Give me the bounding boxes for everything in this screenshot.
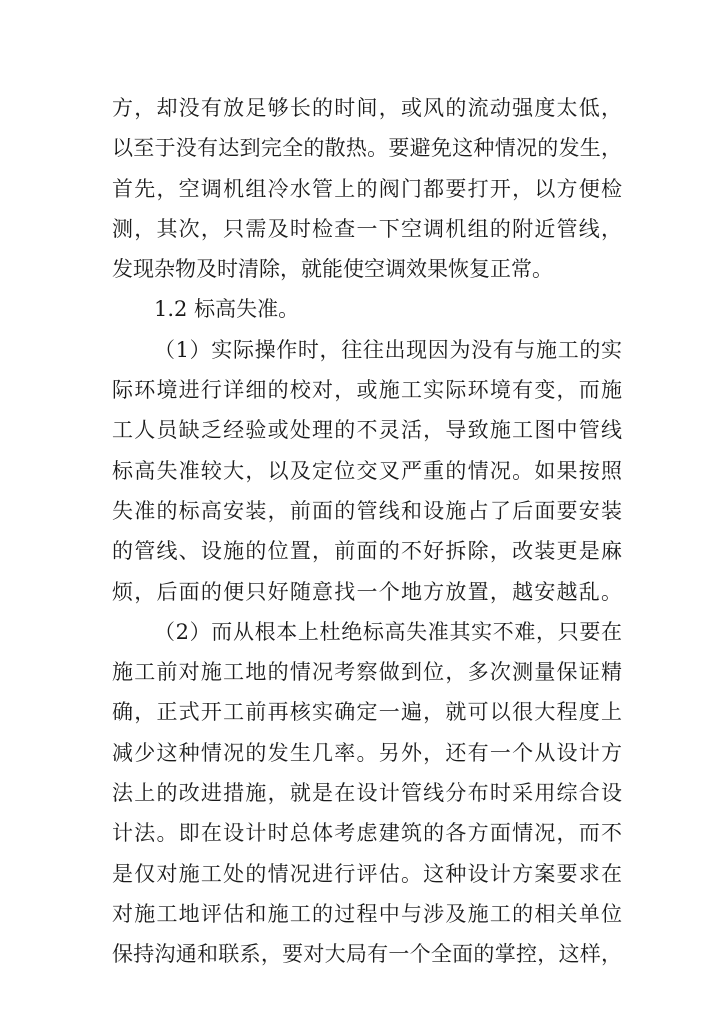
text-line: 法上的改进措施，就是在设计管线分布时采用综合设 <box>112 781 622 806</box>
text-line: 发现杂物及时清除，就能使空调效果恢复正常。 <box>112 257 553 282</box>
text-line: （2）而从根本上杜绝标高失准其实不难，只要在 <box>154 619 622 644</box>
text-line: 是仅对施工处的情况进行评估。这种设计方案要求在 <box>112 861 622 886</box>
text-line: 保持沟通和联系，要对大局有一个全面的掌控，这样， <box>112 942 622 967</box>
text-line: 施工前对施工地的情况考察做到位，多次测量保证精 <box>112 660 622 685</box>
text-line: 际环境进行详细的校对，或施工实际环境有变，而施 <box>112 378 622 403</box>
paragraph-elevation-solution <box>112 612 622 975</box>
paragraph-elevation-problem <box>112 330 622 612</box>
text-line: 的管线、设施的位置，前面的不好拆除，改装更是麻 <box>112 539 622 564</box>
text-line: 计法。即在设计时总体考虑建筑的各方面情况，而不 <box>112 821 622 846</box>
text-line: 工人员缺乏经验或处理的不灵活，导致施工图中管线 <box>112 418 622 443</box>
text-line: 以至于没有达到完全的散热。要避免这种情况的发生， <box>112 136 622 161</box>
section-heading: 1.2 标高失准。 <box>154 297 300 322</box>
document-body <box>112 88 622 975</box>
text-line: 首先，空调机组冷水管上的阀门都要打开，以方便检 <box>112 176 622 201</box>
text-line: 测，其次，只需及时检查一下空调机组的附近管线， <box>112 216 622 241</box>
text-line: （1）实际操作时，往往出现因为没有与施工的实 <box>154 337 622 362</box>
paragraph-cooling-issue <box>112 88 622 289</box>
text-line: 烦，后面的便只好随意找一个地方放置，越安越乱。 <box>112 579 622 604</box>
text-line: 标高失准较大，以及定位交叉严重的情况。如果按照 <box>112 458 622 483</box>
text-line: 方，却没有放足够长的时间，或风的流动强度太低， <box>112 96 622 120</box>
text-line: 确，正式开工前再核实确定一遍，就可以很大程度上 <box>112 700 622 725</box>
text-line: 失准的标高安装，前面的管线和设施占了后面要安装 <box>112 498 622 523</box>
text-line: 对施工地评估和施工的过程中与涉及施工的相关单位 <box>112 901 622 926</box>
text-line: 减少这种情况的发生几率。另外，还有一个从设计方 <box>112 740 622 765</box>
